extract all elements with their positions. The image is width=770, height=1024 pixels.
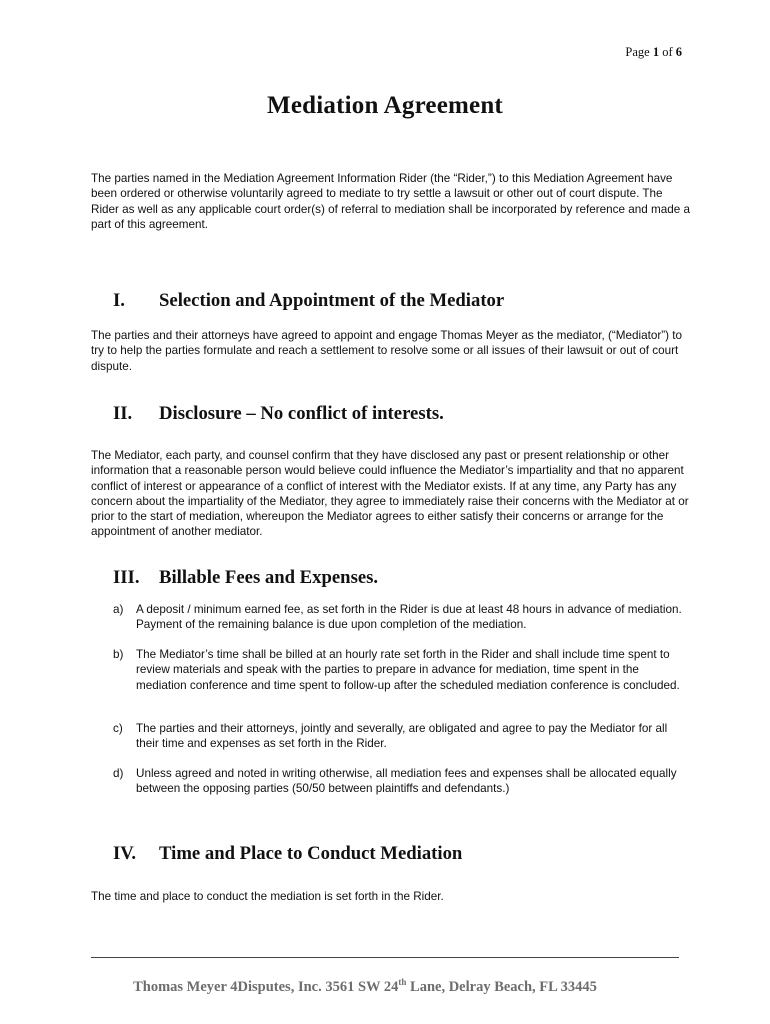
section-number-2: II. [113,403,133,424]
footer-divider [91,957,679,958]
list-item-text: The Mediator’s time shall be billed at an hourly rate set forth in the Rider and shall include time spent to review materials and speak with the parties to prepare in advance for mediation, time spent in the mediation conference and time spent to follow-up after the scheduled mediation conference is concluded. [136,648,680,692]
list-item-text: A deposit / minimum earned fee, as set forth in the Rider is due at least 48 hours in advance of mediation. Payment of the remaining balance is due upon completion of the mediation. [136,603,682,632]
section-title-4: Time and Place to Conduct Mediation [159,843,463,864]
document-title: Mediation Agreement [267,92,503,119]
page-number [625,45,682,60]
section-heading-1 [113,290,504,312]
fee-list-item-d [113,766,683,797]
section-title-3: Billable Fees and Expenses. [159,567,379,588]
section-heading-2 [113,403,444,425]
footer-ordinal-suffix: th [398,977,407,988]
list-marker: b) [113,648,124,661]
page-number-current: 1 [652,45,660,59]
fee-list-item-b [113,647,683,693]
page-number-prefix: Page [625,45,653,59]
page-number-total: 6 [675,45,682,59]
section-body-1: The parties and their attorneys have agreed to appoint and engage Thomas Meyer as the mediator, (“Mediator”) to try to help the parties formulate and reach a settlement to resolve some or all issues of their lawsuit or out of court dispute. [91,329,682,373]
list-item-text: The parties and their attorneys, jointly and severally, are obligated and agree to pay the Mediator for all their time and expenses as set forth in the Rider. [136,722,668,751]
section-number-3: III. [113,567,140,588]
section-body-4: The time and place to conduct the mediation is set forth in the Rider. [91,890,444,903]
list-marker: d) [113,767,124,780]
footer-address-start: Thomas Meyer 4Disputes, Inc. 3561 SW 24 [133,979,399,995]
page-number-of: of [659,45,676,59]
section-heading-4 [113,843,462,865]
list-marker: c) [113,722,123,735]
section-heading-3 [113,567,378,589]
footer-address-end: Lane, Delray Beach, FL 33445 [406,979,597,995]
section-body-2: The Mediator, each party, and counsel confirm that they have disclosed any past or present relationship or other information that a reasonable person would believe could influence the Mediator’s impartiality and that no apparent conflict of interest or appearance of a conflict of interest with the Mediator exists. If at any time, any Party has any concern about the impartiality of the Mediator, they agree to immediately raise their concerns with the Mediator at or prior to the start of mediation, whereupon the Mediator agrees to either satisfy their concerns or arrange for the appointment of another mediator. [91,449,689,539]
page-footer [0,979,730,996]
fee-list-item-a [113,602,683,633]
section-title-2: Disclosure – No conflict of interests. [159,403,444,424]
intro-paragraph: The parties named in the Mediation Agreement Information Rider (the “Rider,”) to this Mediation Agreement have been ordered or otherwise voluntarily agreed to mediate to try settle a lawsuit or other out of court dispute. The Rider as well as any applicable court order(s) of referral to mediation shall be incorporated by reference and made a part of this agreement. [91,172,690,231]
fee-list-item-c [113,721,683,752]
section-number-1: I. [113,290,125,311]
section-number-4: IV. [113,843,137,864]
list-item-text: Unless agreed and noted in writing otherwise, all mediation fees and expenses shall be allocated equally between the opposing parties (50/50 between plaintiffs and defendants.) [136,767,677,796]
section-title-1: Selection and Appointment of the Mediator [159,290,505,311]
list-marker: a) [113,603,124,616]
